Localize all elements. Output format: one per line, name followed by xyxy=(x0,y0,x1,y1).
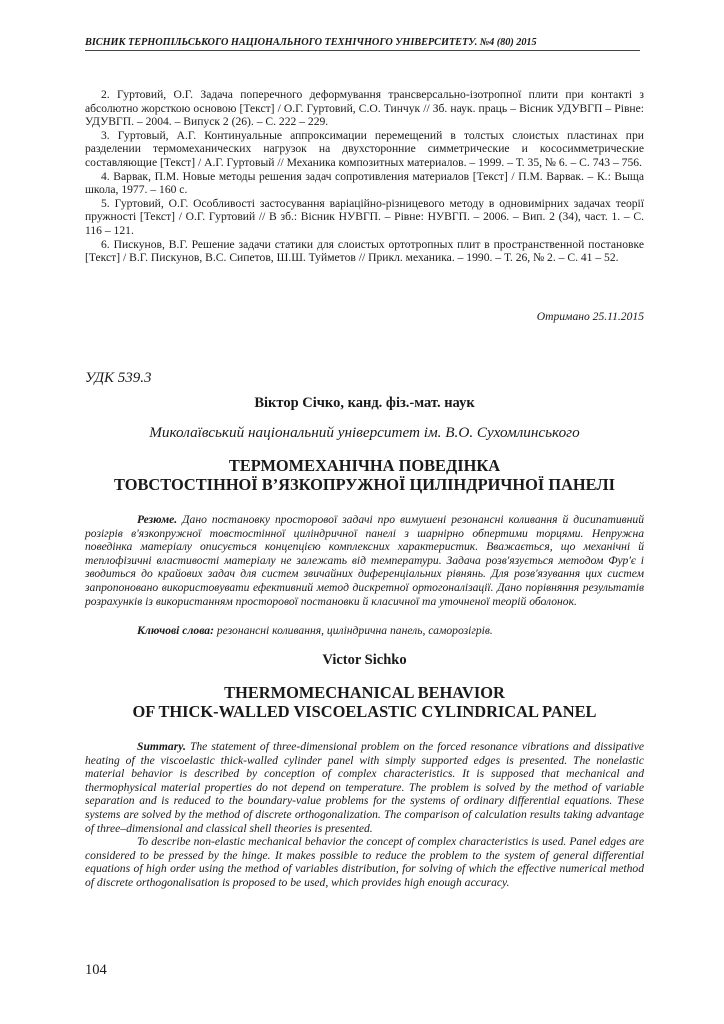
reference-item: 4. Варвак, П.М. Новые методы решения задач сопротивления материалов [Текст] / П.М. Варвак. – К.: Выща школа, 1977. – 160 с. xyxy=(85,169,644,197)
abstract-ua-label: Резюме. xyxy=(137,513,178,526)
title-ua-line: ТЕРМОМЕХАНІЧНА ПОВЕДІНКА xyxy=(228,456,501,475)
reference-item: 5. Гуртовий, О.Г. Особливості застосування варіаційно-різницевого методу в одновимірних задачах теорії пружності [Текст] / О.Г. Гуртовий // В зб.: Вісник НУВГП. – Рівне: НУВГП. – 2006. – Вип. 2 (34), част. 1. – С. 116 – 121. xyxy=(85,196,644,237)
reference-item: 3. Гуртовый, А.Г. Континуальные аппроксимации перемещений в толстых слоистых пластинах при разделении термомеханических нагрузок на двухсторонние симметрические и кососимметрические составляющие [Текст] / А.Г. Гуртовый // Механика композитных материалов. – 1999. – Т. 35, № 6. – С. 743 – 756. xyxy=(85,128,644,169)
author-ua: Віктор Січко, канд. фіз.-мат. наук xyxy=(254,395,475,411)
title-en-line: OF THICK-WALLED VISCOELASTIC CYLINDRICAL PANEL xyxy=(132,702,597,721)
author-en: Victor Sichko xyxy=(322,652,407,668)
received-date: Отримано 25.11.2015 xyxy=(536,310,644,323)
abstract-ua xyxy=(85,513,644,608)
abstract-en-text: The statement of three-dimensional problem on the forced resonance vibrations and dissipative heating of the viscoelastic thick-walled cylinder panel with simply supported edges is presented. The nonelastic material behavior is described by conception of complex characteristics. It is supposed that mechanical and thermophysical material properties do not depend on temperature. The problem is solved by the method of variable separation and is reduced to the boundary-value problems for the systems of ordinary differential equations. These systems are solved by the method of discrete orthogonalization. The comparison of calculation results taking advantage of three–dimensional and classical shell theories is presented. xyxy=(85,740,644,835)
reference-item: 6. Пискунов, В.Г. Решение задачи статики для слоистых ортотропных плит в пространственной постановке [Текст] / В.Г. Пискунов, В.С. Сипетов, Ш.Ш. Туйметов // Прикл. механика. – 1990. – Т. 26, № 2. – С. 41 – 52. xyxy=(85,237,644,265)
title-en xyxy=(85,683,644,721)
abstract-en-label: Summary. xyxy=(137,740,186,753)
affiliation: Миколаївський національний університет ім. В.О. Сухомлинського xyxy=(149,424,580,441)
reference-item: 2. Гуртовий, О.Г. Задача поперечного деформування трансверсально-ізотропної плити при контакті з абсолютно жорсткою основою [Текст] / О.Г. Гуртовий, С.О. Тинчук // Зб. наук. праць – Вісник УДУВГП – Рівне: УДУВГП. – 2004. – Випуск 2 (26). – С. 222 – 229. xyxy=(85,88,644,129)
keywords-ua-text: резонансні коливання, циліндрична панель, саморозігрів. xyxy=(213,624,493,637)
udk-code: УДК 539.3 xyxy=(85,370,152,386)
journal-running-header: ВІСНИК ТЕРНОПІЛЬСЬКОГО НАЦІОНАЛЬНОГО ТЕХНІЧНОГО УНІВЕРСИТЕТУ. №4 (80) 2015 xyxy=(85,37,640,51)
abstract-ua-text: Дано постановку просторової задачі про вимушені резонансні коливання й дисипативний розігрів в'язкопружної товстостінної циліндричної панелі з шарнірно обпертими торцями. Непружна поведінка матеріалу описується концепцією комплексних характеристик. Вважається, що механічні й теплофізичні властивості матеріалу не залежать від температури. Задача розв'язується методом Фур'є і зводиться до крайових задач для систем звичайних диференціальних рівнянь. Для розв'язування цих систем запропоновано використовувати ефективний метод дискретної ортогоналізації. Дано порівняння результатів розрахунків із використанням просторової постановки й класичної та уточненої теорій оболонок. xyxy=(85,513,644,608)
title-ua-line: ТОВСТОСТІННОЇ В’ЯЗКОПРУЖНОЇ ЦИЛІНДРИЧНОЇ ПАНЕЛІ xyxy=(114,475,615,494)
title-en-line: THERMOMECHANICAL BEHAVIOR xyxy=(224,683,505,702)
reference-list xyxy=(85,88,644,265)
page-number: 104 xyxy=(85,962,107,978)
title-ua xyxy=(85,456,644,494)
abstract-en-paragraph-2: To describe non-elastic mechanical behavior the concept of complex characteristics is used. Panel edges are considered to be pressed by the hinge. It makes possible to reduce the problem to the system of general differential equations of high order using the method of variables distribution, for solving of which the effective numerical method of discrete orthogonalisation is proposed to be used, which provides high enough accuracy. xyxy=(85,835,644,889)
keywords-ua-label: Ключові слова: xyxy=(137,624,214,637)
abstract-en xyxy=(85,740,644,890)
keywords-ua xyxy=(137,624,493,637)
